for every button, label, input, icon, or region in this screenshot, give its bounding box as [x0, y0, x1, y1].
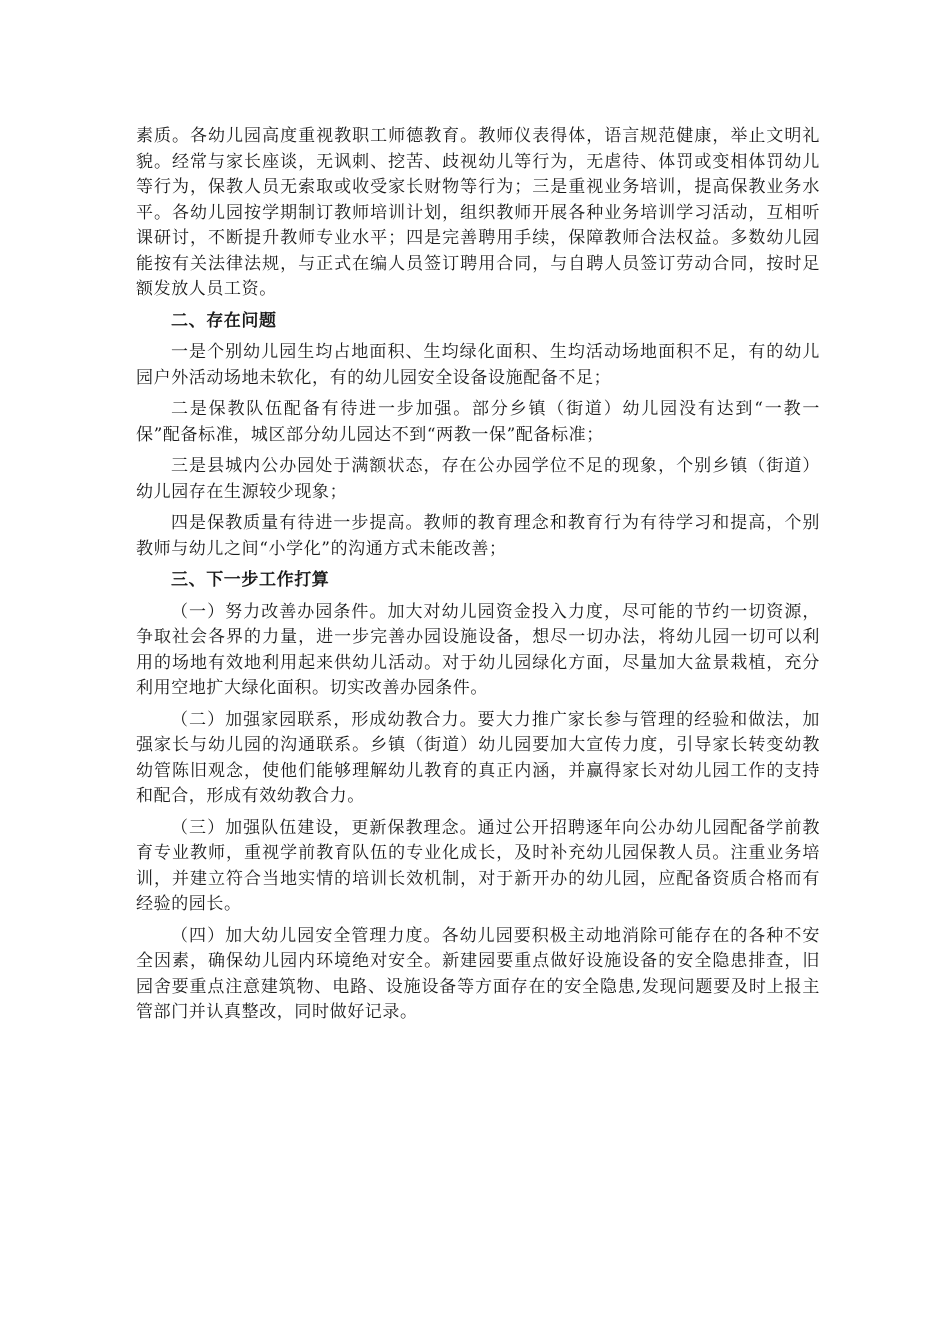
- plan-paragraph-3: （三）加强队伍建设，更新保教理念。通过公开招聘逐年向公办幼儿园配备学前教育专业教师，重视学前教育队伍的专业化成长，及时补充幼儿园保教人员。注重业务培训，并建立符合当地实情的培训长效机制，对于新开办的幼儿园，应配备资质合格而有经验的园长。: [136, 817, 820, 914]
- section-heading-problems: 二、存在问题: [171, 310, 277, 331]
- plan-paragraph-2: （二）加强家园联系，形成幼教合力。要大力推广家长参与管理的经验和做法，加强家长与幼儿园的沟通联系。乡镇（街道）幼儿园要加大宣传力度，引导家长转变幼教幼管陈旧观念，使他们能够理解幼儿教育的真正内涵，并赢得家长对幼儿园工作的支持和配合，形成有效幼教合力。: [136, 709, 820, 806]
- problem-paragraph-1: 一是个别幼儿园生均占地面积、生均绿化面积、生均活动场地面积不足，有的幼儿园户外活动场地未软化，有的幼儿园安全设备设施配备不足；: [136, 342, 820, 388]
- problem-paragraph-4: 四是保教质量有待进一步提高。教师的教育理念和教育行为有待学习和提高，个别教师与幼儿之间“小学化”的沟通方式未能改善；: [136, 513, 820, 559]
- plan-paragraph-4: （四）加大幼儿园安全管理力度。各幼儿园要积极主动地消除可能存在的各种不安全因素，确保幼儿园内环境绝对安全。新建园要重点做好设施设备的安全隐患排查，旧园舍要重点注意建筑物、电路、设施设备等方面存在的安全隐患,发现问题要及时上报主管部门并认真整改，同时做好记录。: [136, 925, 820, 1022]
- plan-paragraph-1: （一）努力改善办园条件。加大对幼儿园资金投入力度，尽可能的节约一切资源，争取社会各界的力量，进一步完善办园设施设备，想尽一切办法，将幼儿园一切可以利用的场地有效地利用起来供幼儿活动。对于幼儿园绿化方面，尽量加大盆景栽植，充分利用空地扩大绿化面积。切实改善办园条件。: [136, 601, 820, 698]
- problem-paragraph-3: 三是县城内公办园处于满额状态，存在公办园学位不足的现象，个别乡镇（街道）幼儿园存在生源较少现象；: [136, 456, 820, 502]
- document-body: [136, 124, 820, 1032]
- intro-paragraph: 素质。各幼儿园高度重视教职工师德教育。教师仪表得体，语言规范健康，举止文明礼貌。经常与家长座谈，无讽刺、挖苦、歧视幼儿等行为，无虐待、体罚或变相体罚幼儿等行为，保教人员无索取或收受家长财物等行为；三是重视业务培训，提高保教业务水平。各幼儿园按学期制订教师培训计划，组织教师开展各种业务培训学习活动，互相听课研讨，不断提升教师专业水平；四是完善聘用手续，保障教师合法权益。多数幼儿园能按有关法律法规，与正式在编人员签订聘用合同，与自聘人员签订劳动合同，按时足额发放人员工资。: [136, 126, 820, 299]
- section-heading-next-steps: 三、下一步工作打算: [171, 570, 330, 590]
- problem-paragraph-2: 二是保教队伍配备有待进一步加强。部分乡镇（街道）幼儿园没有达到“一教一保”配备标准，城区部分幼儿园达不到“两教一保”配备标准；: [136, 399, 820, 445]
